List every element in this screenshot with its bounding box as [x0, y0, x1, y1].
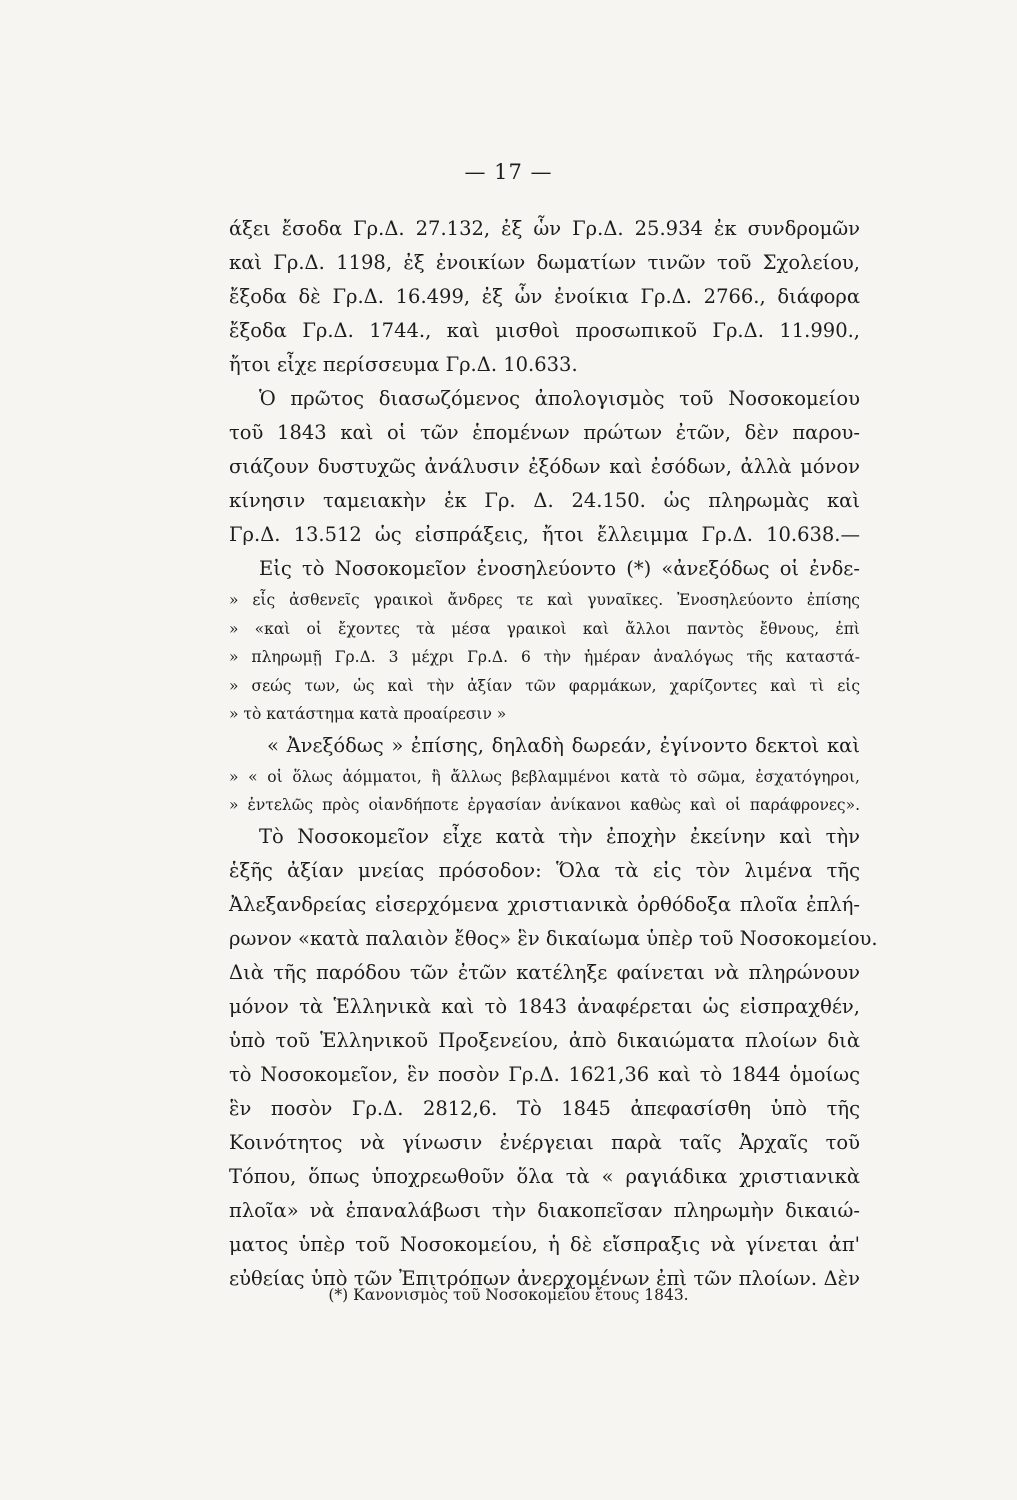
text-line: τοῦ 1843 καὶ οἱ τῶν ἑπομένων πρώτων ἐτῶν, δὲν παρου-: [229, 421, 860, 444]
text-line: εὐθείας ὑπὸ τῶν Ἐπιτρόπων ἀνερχομένων ἐπὶ τῶν πλοίων. Δὲν: [229, 1266, 860, 1290]
text-line: ἔξοδα δὲ Γρ.Δ. 16.499, ἐξ ὧν ἐνοίκια Γρ.Δ. 2766., διάφορα: [229, 285, 860, 308]
text-line: Τὸ Νοσοκομεῖον εἶχε κατὰ τὴν ἐποχὴν ἐκείνην καὶ τὴν: [259, 824, 860, 848]
text-line: » «καὶ οἱ ἔχοντες τὰ μέσα γραικοὶ καὶ ἄλλοι παντὸς ἔθνους, ἐπὶ: [229, 619, 860, 638]
text-line: σιάζουν δυστυχῶς ἀνάλυσιν ἐξόδων καὶ ἐσόδων, ἀλλὰ μόνον: [229, 455, 860, 478]
text-line: » πληρωμῇ Γρ.Δ. 3 μέχρι Γρ.Δ. 6 τὴν ἡμέραν ἀναλόγως τῆς καταστά-: [229, 648, 860, 666]
text-line: » ἐντελῶς πρὸς οἱανδήποτε ἐργασίαν ἀνίκανοι καθὼς καὶ οἱ παράφρονες».: [229, 796, 860, 814]
text-line: Διὰ τῆς παρόδου τῶν ἐτῶν κατέληξε φαίνεται νὰ πληρώνουν: [229, 960, 860, 984]
text-line: ματος ὑπὲρ τοῦ Νοσοκομείου, ἡ δὲ εἴσπραξις νὰ γίνεται ἀπ': [229, 1232, 860, 1256]
text-line: « Ἀνεξόδως » ἐπίσης, δηλαδὴ δωρεάν, ἐγίνοντο δεκτοὶ καὶ: [267, 733, 860, 757]
text-line: καὶ Γρ.Δ. 1198, ἐξ ἐνοικίων δωματίων τινῶν τοῦ Σχολείου,: [229, 251, 860, 274]
text-line: Ὁ πρῶτος διασωζόμενος ἀπολογισμὸς τοῦ Νοσοκομείου: [259, 387, 860, 410]
text-line: ἤτοι εἶχε περίσσευμα Γρ.Δ. 10.633.: [229, 353, 578, 376]
text-line: κίνησιν ταμειακὴν ἐκ Γρ. Δ. 24.150. ὡς πληρωμὰς καὶ: [229, 489, 860, 512]
text-line: πλοῖα» νὰ ἐπαναλάβωσι τὴν διακοπεῖσαν πληρωμὴν δικαιώ-: [229, 1198, 860, 1222]
text-line: » σεώς των, ὡς καὶ τὴν ἀξίαν τῶν φαρμάκων, χαρίζοντες καὶ τὶ εἰς: [229, 676, 860, 695]
text-line: ὑπὸ τοῦ Ἑλληνικοῦ Προξενείου, ἀπὸ δικαιώματα πλοίων διὰ: [229, 1028, 860, 1052]
text-line: ἓν ποσὸν Γρ.Δ. 2812,6. Τὸ 1845 ἀπεφασίσθη ὑπὸ τῆς: [229, 1096, 860, 1120]
text-line: Τόπου, ὅπως ὑποχρεωθοῦν ὅλα τὰ « ραγιάδικα χριστιανικὰ: [229, 1164, 860, 1188]
text-line: Εἰς τὸ Νοσοκομεῖον ἐνοσηλεύοντο (*) «ἀνεξόδως οἱ ἐνδε-: [259, 557, 860, 580]
text-line: μόνον τὰ Ἑλληνικὰ καὶ τὸ 1843 ἀναφέρεται ὡς εἰσπραχθέν,: [229, 994, 860, 1018]
footnote: (*) Κανονισμὸς τοῦ Νοσοκομείου ἔτους 1843.: [328, 1286, 689, 1304]
body-text: [229, 212, 878, 1296]
text-line: τὸ Νοσοκομεῖον, ἓν ποσὸν Γρ.Δ. 1621,36 καὶ τὸ 1844 ὁμοίως: [229, 1062, 860, 1086]
page-number: — 17 —: [464, 160, 553, 184]
text-line: » εἷς ἀσθενεῖς γραικοὶ ἄνδρες τε καὶ γυναῖκες. Ἐνοσηλεύοντο ἐπίσης: [229, 591, 860, 609]
text-line: Ἀλεξανδρείας εἰσερχόμενα χριστιανικὰ ὀρθόδοξα πλοῖα ἐπλή-: [229, 892, 860, 916]
text-line: » τὸ κατάστημα κατὰ προαίρεσιν »: [229, 705, 507, 723]
text-line: ρωνον «κατὰ παλαιὸν ἔθος» ἓν δικαίωμα ὑπὲρ τοῦ Νοσοκομείου.: [229, 926, 878, 950]
text-line: Κοινότητος νὰ γίνωσιν ἐνέργειαι παρὰ ταῖς Ἀρχαῖς τοῦ: [229, 1130, 860, 1154]
text-line: ἔξοδα Γρ.Δ. 1744., καὶ μισθοὶ προσωπικοῦ Γρ.Δ. 11.990.,: [229, 319, 860, 342]
text-line: ἑξῆς ἀξίαν μνείας πρόσοδον: Ὅλα τὰ εἰς τὸν λιμένα τῆς: [229, 858, 860, 882]
text-line: Γρ.Δ. 13.512 ὡς εἰσπράξεις, ἤτοι ἔλλειμμα Γρ.Δ. 10.638.—: [229, 523, 860, 546]
text-line: άξει ἔσοδα Γρ.Δ. 27.132, ἐξ ὧν Γρ.Δ. 25.934 ἐκ συνδρομῶν: [229, 217, 860, 240]
text-line: » « οἱ ὅλως ἀόμματοι, ἢ ἄλλως βεβλαμμένοι κατὰ τὸ σῶμα, ἐσχατόγηροι,: [229, 767, 860, 786]
